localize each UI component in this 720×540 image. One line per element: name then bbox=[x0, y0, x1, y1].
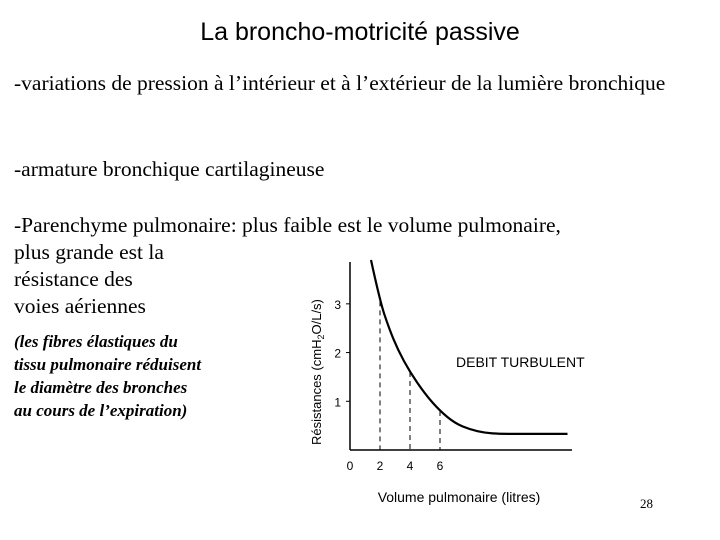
annotation-debit-turbulent: DEBIT TURBULENT bbox=[456, 354, 585, 370]
y-tick-label: 1 bbox=[334, 395, 341, 410]
y-axis-label-part-1: Résistances (cmH bbox=[309, 339, 324, 445]
reference-lines bbox=[380, 301, 440, 450]
slide-number: 28 bbox=[640, 496, 653, 511]
y-tick-label: 3 bbox=[334, 297, 341, 312]
bullet-cartilage: -armature bronchique cartilagineuse bbox=[14, 157, 325, 181]
x-ticks bbox=[347, 459, 444, 473]
y-axis-label-part-2: O/L/s) bbox=[309, 299, 324, 335]
y-axis-label-subscript: 2 bbox=[316, 334, 326, 340]
slide-title: La broncho-motricité passive bbox=[200, 18, 520, 46]
x-tick-label: 0 bbox=[346, 459, 354, 473]
x-tick-label: 4 bbox=[406, 459, 414, 473]
bullet-parenchyma-line-1: -Parenchyme pulmonaire: plus faible est le volume pulmonaire, bbox=[14, 213, 561, 237]
y-axis-label bbox=[309, 299, 326, 445]
note-line-4: au cours de l’expiration) bbox=[14, 401, 188, 420]
note-line-1: (les fibres élastiques du bbox=[14, 332, 178, 351]
y-ticks bbox=[334, 298, 350, 409]
x-axis-label: Volume pulmonaire (litres) bbox=[377, 489, 541, 505]
bullet-parenchyma-line-2: plus grande est la bbox=[14, 240, 164, 264]
note-line-2: tissu pulmonaire réduisent bbox=[14, 355, 202, 374]
bullet-pressure-variations: -variations de pression à l’intérieur et à l’extérieur de la lumière bronchique bbox=[14, 71, 666, 95]
x-tick-label: 6 bbox=[436, 459, 444, 473]
note-line-3: le diamètre des bronches bbox=[14, 378, 188, 397]
y-tick-label: 2 bbox=[334, 346, 341, 361]
bullet-parenchyma-line-3: résistance des bbox=[14, 267, 133, 291]
resistance-curve bbox=[371, 260, 568, 434]
bullet-parenchyma-line-4: voies aériennes bbox=[14, 294, 146, 318]
x-tick-label: 2 bbox=[376, 459, 384, 473]
